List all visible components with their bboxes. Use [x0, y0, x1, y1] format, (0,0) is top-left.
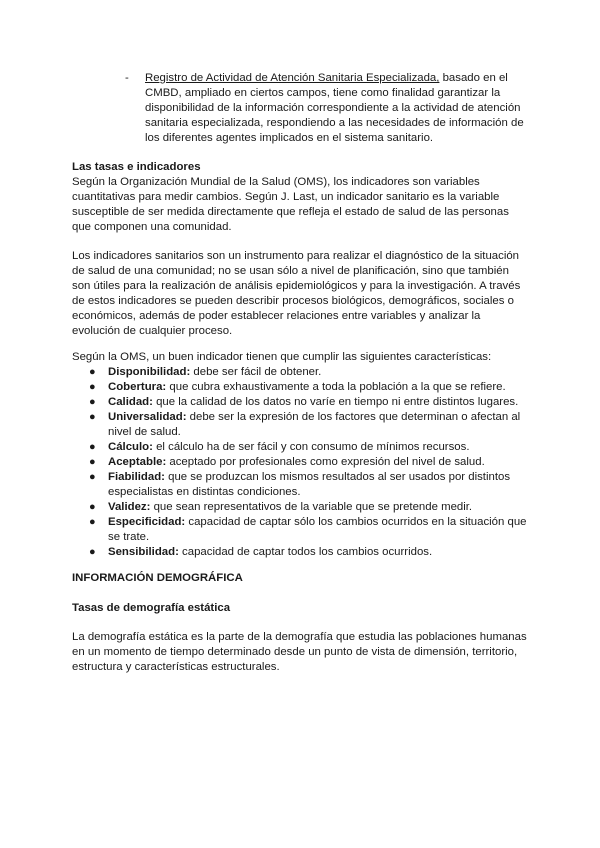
demografia-heading-block — [72, 571, 528, 586]
estatica-paragraph-block — [72, 630, 528, 675]
list-item — [72, 380, 528, 395]
demografia-heading: INFORMACIÓN DEMOGRÁFICA — [72, 572, 243, 584]
dash-marker: - — [125, 72, 129, 84]
item-term: Validez: — [108, 501, 151, 513]
tasas-paragraph-2-block — [72, 249, 528, 339]
registro-list-item — [125, 71, 525, 146]
bullet-icon: ● — [89, 471, 96, 483]
item-term: Universalidad: — [108, 411, 187, 423]
item-term: Aceptable: — [108, 456, 167, 468]
tasas-heading: Las tasas e indicadores — [72, 161, 201, 173]
item-text: debe ser la expresión de los factores que determinan o afectan al nivel de salud. — [108, 411, 521, 438]
item-text: debe ser fácil de obtener. — [190, 366, 322, 378]
item-term: Cálculo: — [108, 441, 153, 453]
list-item — [72, 365, 528, 380]
item-term: Calidad: — [108, 396, 153, 408]
item-term: Sensibilidad: — [108, 546, 179, 558]
bullet-icon: ● — [89, 411, 96, 423]
bullet-icon: ● — [89, 396, 96, 408]
item-text: capacidad de captar sólo los cambios ocurridos en la situación que se trate. — [108, 516, 527, 543]
item-text: que se produzcan los mismos resultados al ser usados por distintos especialistas en distintas condiciones. — [108, 471, 511, 498]
list-item — [72, 455, 528, 470]
estatica-paragraph: La demografía estática es la parte de la demografía que estudia las poblaciones humanas en un momento de tiempo determinado desde un punto de vista de dimensión, territorio, estructura y características estructurales. — [72, 631, 527, 673]
caracteristicas-intro: Según la OMS, un buen indicador tienen que cumplir las siguientes características: — [72, 351, 492, 363]
item-text: el cálculo ha de ser fácil y con consumo de mínimos recursos. — [152, 441, 470, 453]
item-text: que sean representativos de la variable que se pretende medir. — [150, 501, 473, 513]
registro-description: basado en el CMBD, ampliado en ciertos campos, tiene como finalidad garantizar la disponibilidad de la información correspondiente a la actividad de atención sanitaria especializada, respondiendo a las necesidades de información de los diferentes agentes implicados en el sistema sanitario. — [145, 72, 524, 144]
list-item — [72, 440, 528, 455]
list-item — [72, 515, 528, 545]
estatica-subheading: Tasas de demografía estática — [72, 602, 231, 614]
tasas-paragraph-1: Según la Organización Mundial de la Salud (OMS), los indicadores son variables cuantitativas para medir cambios. Según J. Last, un indicador sanitario es la variable susceptible de ser medida directamente que refleja el estado de salud de las personas que componen una comunidad. — [72, 176, 509, 233]
bullet-icon: ● — [89, 546, 96, 558]
bullet-icon: ● — [89, 456, 96, 468]
list-item — [72, 410, 528, 440]
item-term: Especificidad: — [108, 516, 186, 528]
caracteristicas-block — [72, 350, 528, 560]
registro-text — [145, 71, 525, 146]
bullet-icon: ● — [89, 501, 96, 513]
item-term: Fiabilidad: — [108, 471, 165, 483]
item-term: Cobertura: — [108, 381, 167, 393]
bullet-icon: ● — [89, 516, 96, 528]
list-item — [72, 500, 528, 515]
item-text: aceptado por profesionales como expresión del nivel de salud. — [166, 456, 485, 468]
bullet-icon: ● — [89, 381, 96, 393]
item-term: Disponibilidad: — [108, 366, 191, 378]
bullet-icon: ● — [89, 366, 96, 378]
list-item — [72, 470, 528, 500]
list-item — [72, 395, 528, 410]
item-text: que cubra exhaustivamente a toda la población a la que se refiere. — [166, 381, 506, 393]
estatica-subheading-block — [72, 601, 528, 616]
item-text: capacidad de captar todos los cambios ocurridos. — [178, 546, 433, 558]
list-item — [72, 545, 528, 560]
tasas-paragraph-2: Los indicadores sanitarios son un instrumento para realizar el diagnóstico de la situación de salud de una comunidad; no se usan sólo a nivel de planificación, sino que también son útiles para la realización de análisis epidemiológicos y para la investigación. A través de estos indicadores se pueden describir procesos biológicos, demográficos, sociales o económicos, además de poder establecer relaciones entre variables y analizar la evolución de cualquier proceso. — [72, 250, 521, 337]
bullet-icon: ● — [89, 441, 96, 453]
tasas-section — [72, 160, 528, 235]
item-text: que la calidad de los datos no varíe en tiempo ni entre distintos lugares. — [152, 396, 519, 408]
caracteristicas-list — [72, 365, 528, 560]
registro-link[interactable]: Registro de Actividad de Atención Sanitaria Especializada, — [145, 72, 440, 84]
